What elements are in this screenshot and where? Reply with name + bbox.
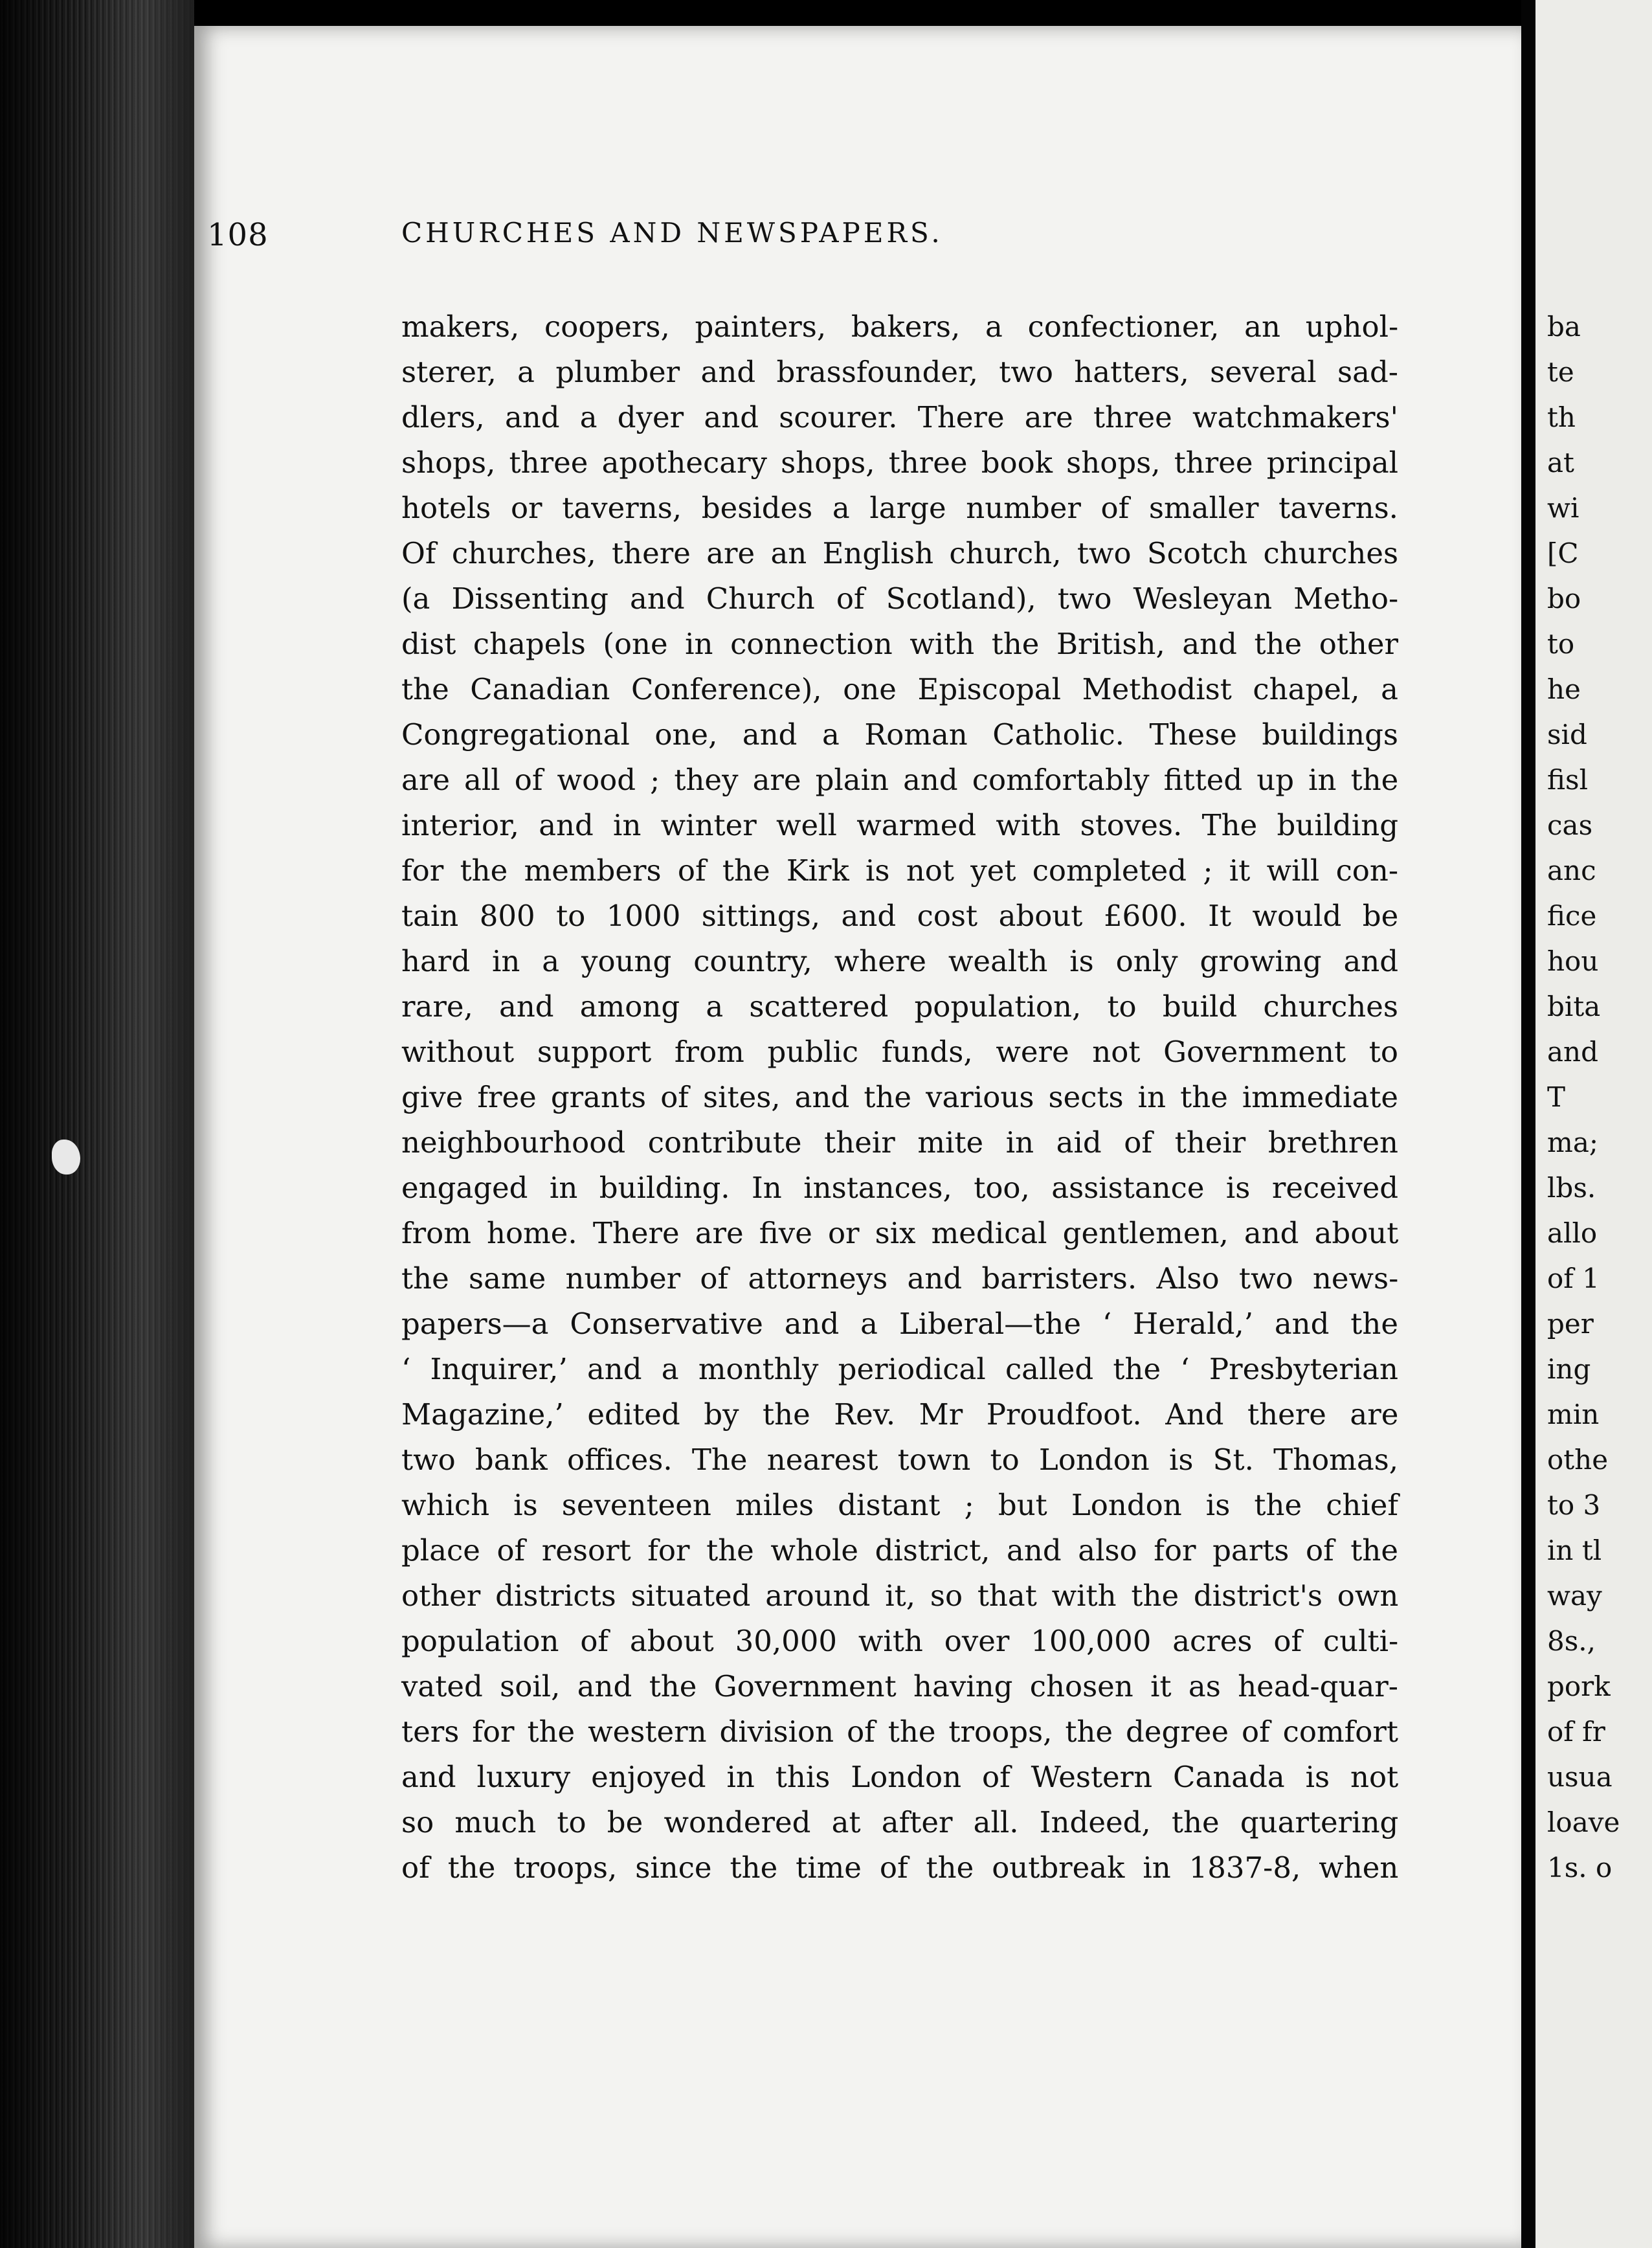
right-page-fragment: usua <box>1547 1761 1613 1793</box>
right-page-edge <box>1535 0 1652 2248</box>
text-line: and luxury enjoyed in this London of Western Canada is not <box>401 1760 1399 1794</box>
right-page-fragment: wi <box>1547 492 1579 524</box>
text-line: dlers, and a dyer and scourer. There are three watchmakers' <box>401 400 1398 434</box>
right-page-fragment: lbs. <box>1547 1172 1596 1204</box>
binding-shadow <box>0 0 194 2248</box>
text-line: for the members of the Kirk is not yet completed ; it will con- <box>401 853 1399 888</box>
right-page-fragment: hou <box>1547 945 1599 977</box>
right-page-fragment: to <box>1547 628 1575 660</box>
right-page-fragment: [C <box>1547 537 1579 569</box>
right-page-fragment: bo <box>1547 583 1581 614</box>
text-line: population of about 30,000 with over 100,000 acres of culti- <box>401 1624 1399 1658</box>
text-line: without support from public funds, were not Government to <box>401 1035 1398 1069</box>
right-page-fragment: te <box>1547 356 1574 388</box>
right-page-fragment: and <box>1547 1036 1598 1068</box>
right-page-fragment: 8s., <box>1547 1625 1596 1657</box>
text-line: from home. There are five or six medical gentlemen, and about <box>401 1216 1399 1250</box>
text-line: papers—a Conservative and a Liberal—the ‘ Herald,’ and the <box>401 1307 1398 1341</box>
right-page-fragment: loave <box>1547 1806 1620 1838</box>
text-line: the Canadian Conference), one Episcopal Methodist chapel, a <box>401 672 1398 706</box>
text-line: are all of wood ; they are plain and comfortably fitted up in the <box>401 763 1399 797</box>
right-page-fragment: cas <box>1547 809 1593 841</box>
page-number: 108 <box>207 217 269 253</box>
right-page-fragment: othe <box>1547 1444 1609 1476</box>
text-line: neighbourhood contribute their mite in aid of their brethren <box>401 1125 1398 1160</box>
right-page-fragment: anc <box>1547 855 1596 886</box>
text-line: ‘ Inquirer,’ and a monthly periodical called the ‘ Presbyterian <box>401 1352 1398 1386</box>
right-page-fragment: ma; <box>1547 1127 1599 1158</box>
text-line: place of resort for the whole district, and also for parts of the <box>401 1533 1398 1568</box>
right-page-fragments <box>1547 304 1620 1891</box>
right-page-fragment: of 1 <box>1547 1263 1600 1294</box>
page-gutter <box>1521 0 1535 2248</box>
right-page-fragment: of fr <box>1547 1716 1605 1748</box>
running-head: CHURCHES AND NEWSPAPERS. <box>401 217 943 249</box>
text-line: sterer, a plumber and brassfounder, two hatters, several sad- <box>401 355 1398 389</box>
text-line: hard in a young country, where wealth is only growing and <box>401 944 1399 978</box>
text-line: other districts situated around it, so that with the district's own <box>401 1579 1399 1613</box>
right-page-fragment: fisl <box>1547 764 1588 796</box>
right-page-fragment: he <box>1547 673 1581 705</box>
right-page-fragment: to 3 <box>1547 1489 1601 1521</box>
text-line: vated soil, and the Government having chosen it as head-quar- <box>401 1669 1398 1703</box>
right-page-fragment: sid <box>1547 719 1587 750</box>
text-line: Magazine,’ edited by the Rev. Mr Proudfoot. And there are <box>401 1397 1399 1432</box>
text-line: shops, three apothecary shops, three book shops, three principal <box>401 445 1399 480</box>
right-page-fragment: allo <box>1547 1217 1598 1249</box>
text-line: give free grants of sites, and the various sects in the immediate <box>401 1080 1398 1114</box>
text-line: of the troops, since the time of the outbreak in 1837-8, when <box>401 1850 1399 1885</box>
right-page-fragment: in tl <box>1547 1534 1602 1566</box>
text-line: tain 800 to 1000 sittings, and cost about £600. It would be <box>401 899 1399 933</box>
page-header <box>207 217 1392 269</box>
text-line: makers, coopers, painters, bakers, a confectioner, an uphol- <box>401 309 1399 344</box>
text-line: dist chapels (one in connection with the British, and the other <box>401 627 1398 661</box>
right-page-fragment: 1s. o <box>1547 1852 1613 1883</box>
right-page-fragment: min <box>1547 1399 1600 1430</box>
text-line: which is seventeen miles distant ; but London is the chief <box>401 1488 1399 1522</box>
text-line: hotels or taverns, besides a large number of smaller taverns. <box>401 491 1398 525</box>
text-line: two bank offices. The nearest town to London is St. Thomas, <box>401 1443 1399 1477</box>
text-line: engaged in building. In instances, too, assistance is received <box>401 1171 1399 1205</box>
text-line: Congregational one, and a Roman Catholic. These buildings <box>401 717 1398 752</box>
text-line: (a Dissenting and Church of Scotland), two Wesleyan Metho- <box>401 581 1399 616</box>
text-line: Of churches, there are an English church, two Scotch churches <box>401 536 1399 570</box>
right-page-fragment: ing <box>1547 1353 1591 1385</box>
right-page-fragment: way <box>1547 1580 1602 1612</box>
right-page-fragment: fice <box>1547 900 1597 932</box>
right-page-fragment: per <box>1547 1308 1594 1340</box>
text-line: rare, and among a scattered population, to build churches <box>401 989 1398 1024</box>
text-line: so much to be wondered at after all. Indeed, the quartering <box>401 1805 1399 1839</box>
text-line: the same number of attorneys and barristers. Also two news- <box>401 1261 1399 1296</box>
right-page-fragment: pork <box>1547 1670 1611 1702</box>
text-line: ters for the western division of the troops, the degree of comfort <box>401 1714 1398 1749</box>
right-page-fragment: at <box>1547 447 1574 478</box>
right-page-fragment: T <box>1547 1081 1566 1113</box>
right-page-fragment: ba <box>1547 311 1581 343</box>
right-page-fragment: th <box>1547 401 1576 433</box>
right-page-fragment: bita <box>1547 991 1601 1022</box>
text-line: interior, and in winter well warmed with stoves. The building <box>401 808 1398 842</box>
body-text <box>401 304 1398 1891</box>
